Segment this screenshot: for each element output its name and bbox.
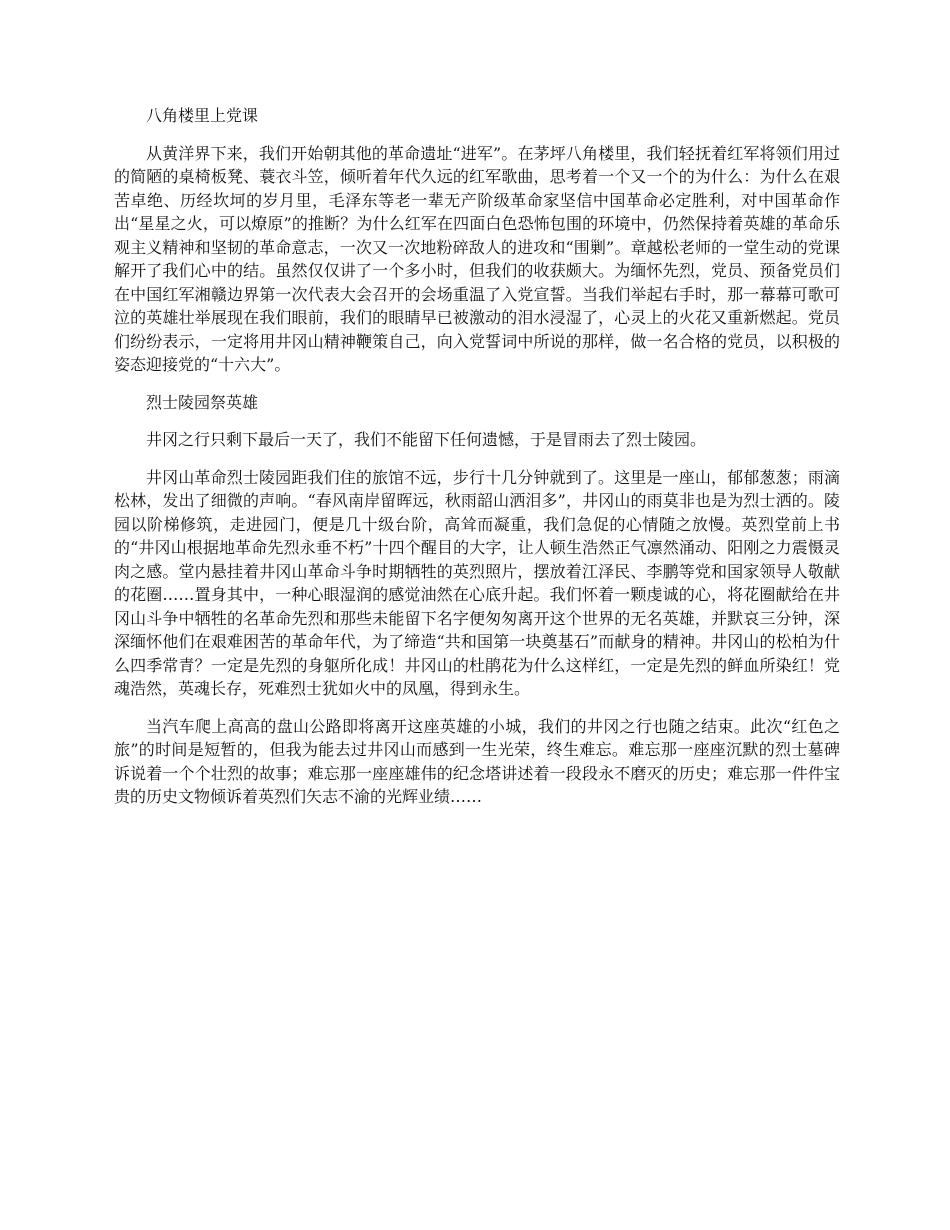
document-page [114, 104, 840, 823]
paragraph-bajiaolou-body: 从黄洋界下来，我们开始朝其他的革命遗址“进军”。在茅坪八角楼里，我们轻抚着红军将领们用过的简陋的桌椅板凳、蓑衣斗笠，倾听着年代久远的红军歌曲，思考着一个又一个的为什么：为什么在艰苦卓绝、历经坎坷的岁月里，毛泽东等老一辈无产阶级革命家坚信中国革命必定胜利，对中国革命作出“星星之火，可以燎原”的推断？为什么红军在四面白色恐怖包围的环境中，仍然保持着英雄的革命乐观主义精神和坚韧的革命意志，一次又一次地粉碎敌人的进攻和“围剿”。章越松老师的一堂生动的党课解开了我们心中的结。虽然仅仅讲了一个多小时，但我们的收获颇大。为缅怀先烈，党员、预备党员们在中国红军湘赣边界第一次代表大会召开的会场重温了入党宣誓。当我们举起右手时，那一幕幕可歌可泣的英雄壮举展现在我们眼前，我们的眼睛早已被激动的泪水浸湿了，心灵上的火花又重新燃起。党员们纷纷表示，一定将用井冈山精神鞭策自己，向入党誓词中所说的那样，做一名合格的党员，以积极的姿态迎接党的“十六大”。 [114, 143, 840, 374]
section-heading-bajiaolou: 八角楼里上党课 [146, 106, 259, 125]
paragraph-last-day: 井冈之行只剩下最后一天了，我们不能留下任何遗憾，于是冒雨去了烈士陵园。 [146, 430, 707, 449]
paragraph-cemetery-visit: 井冈山革命烈士陵园距我们住的旅馆不远，步行十几分钟就到了。这里是一座山，郁郁葱葱；雨滴松林，发出了细微的声响。“春风南岸留晖远，秋雨韶山洒泪多”，井冈山的雨莫非也是为烈士洒的。陵园以阶梯修筑，走进园门，便是几十级台阶，高耸而凝重，我们急促的心情随之放慢。英烈堂前上书的“井冈山根据地革命先烈永垂不朽”十四个醒目的大字，让人顿生浩然正气凛然涌动、阳刚之力震慑灵肉之感。堂内悬挂着井冈山革命斗争时期牺牲的英烈照片，摆放着江泽民、李鹏等党和国家领导人敬献的花圈……置身其中，一种心眼湿润的感觉油然在心底升起。我们怀着一颗虔诚的心，将花圈献给在井冈山斗争中牺牲的名革命先烈和那些未能留下名字便匆匆离开这个世界的无名英雄，并默哀三分钟，深深缅怀他们在艰难困苦的革命年代，为了缔造“共和国第一块奠基石”而献身的精神。井冈山的松柏为什么四季常青？一定是先烈的身躯所化成！井冈山的杜鹃花为什么这样红，一定是先烈的鲜血所染红！党魂浩然，英魂长存，死难烈士犹如火中的凤凰，得到永生。 [114, 467, 840, 698]
paragraph-farewell: 当汽车爬上高高的盘山公路即将离开这座英雄的小城，我们的井冈之行也随之结束。此次“红色之旅”的时间是短暂的，但我为能去过井冈山而感到一生光荣，终生难忘。难忘那一座座沉默的烈士墓碑诉说着一个个壮烈的故事；难忘那一座座雄伟的纪念塔讲述着一段段永不磨灭的历史；难忘那一件件宝贵的历史文物倾诉着英烈们矢志不渝的光辉业绩…… [114, 716, 840, 806]
section-heading-lieshi-lingyuan: 烈士陵园祭英雄 [146, 392, 259, 412]
